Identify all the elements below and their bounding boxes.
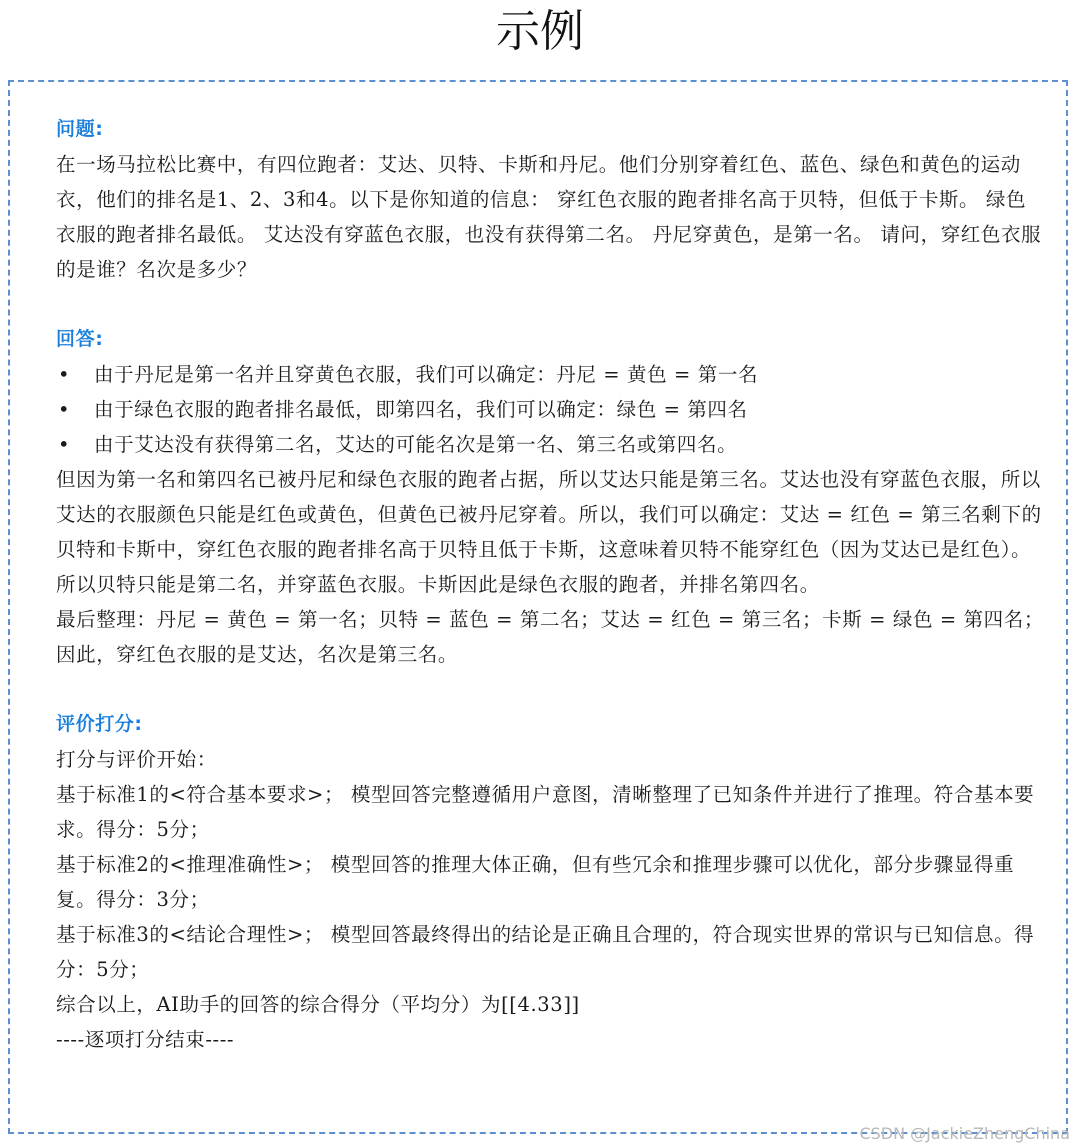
- evaluation-end: ----逐项打分结束----: [56, 1028, 235, 1051]
- answer-bullet: [56, 427, 1046, 462]
- answer-bullet: [56, 357, 1046, 392]
- question-heading: 问题:: [56, 118, 104, 140]
- evaluation-line: 基于标准2的<推理准确性>； 模型回答的推理大体正确，但有些冗余和推理步骤可以优化，部分步骤显得重复。得分：3分；: [56, 853, 1015, 911]
- spacer: [56, 672, 1046, 707]
- watermark: CSDN @JackieZhengChina: [859, 1124, 1070, 1143]
- page-title: 示例: [496, 6, 584, 57]
- bullet-text: 由于艾达没有获得第二名，艾达的可能名次是第一名、第三名或第四名。: [94, 433, 738, 456]
- bullet-icon: •: [58, 398, 71, 421]
- bullet-text: 由于绿色衣服的跑者排名最低，即第四名，我们可以确定：绿色 = 第四名: [94, 398, 748, 421]
- question-text: 在一场马拉松比赛中，有四位跑者：艾达、贝特、卡斯和丹尼。他们分别穿着红色、蓝色、绿色和黄色的运动衣，他们的排名是1、2、3和4。以下是你知道的信息： 穿红色衣服的跑者排名高于贝特，但低于卡斯。 绿色衣服的跑者排名最低。 艾达没有穿蓝色衣服，也没有获得第二名。 丹尼穿黄色，是第一名。 请问，穿红色衣服的是谁？名次是多少？: [56, 153, 1042, 281]
- evaluation-line: 基于标准1的<符合基本要求>； 模型回答完整遵循用户意图，清晰整理了已知条件并进行了推理。符合基本要求。得分：5分；: [56, 783, 1035, 841]
- evaluation-line: 基于标准3的<结论合理性>； 模型回答最终得出的结论是正确且合理的，符合现实世界的常识与已知信息。得分：5分；: [56, 923, 1035, 981]
- evaluation-score: 综合以上，AI助手的回答的综合得分（平均分）为[[4.33]]: [56, 993, 580, 1016]
- bullet-icon: •: [58, 433, 71, 456]
- example-content: [56, 112, 1046, 1057]
- bullet-text: 由于丹尼是第一名并且穿黄色衣服，我们可以确定：丹尼 = 黄色 = 第一名: [94, 363, 759, 386]
- evaluation-heading: 评价打分:: [56, 713, 143, 735]
- answer-bullet: [56, 392, 1046, 427]
- answer-paragraph: 但因为第一名和第四名已被丹尼和绿色衣服的跑者占据，所以艾达只能是第三名。艾达也没有穿蓝色衣服，所以艾达的衣服颜色只能是红色或黄色，但黄色已被丹尼穿着。所以，我们可以确定：艾达 = 红色 = 第三名剩下的贝特和卡斯中，穿红色衣服的跑者排名高于贝特且低于卡斯，这意味着贝特不能穿红色（因为艾达已是红色）。所以贝特只能是第二名，并穿蓝色衣服。卡斯因此是绿色衣服的跑者，并排名第四名。: [56, 468, 1042, 596]
- answer-summary: 最后整理：丹尼 = 黄色 = 第一名；贝特 = 蓝色 = 第二名；艾达 = 红色 = 第三名；卡斯 = 绿色 = 第四名；因此，穿红色衣服的是艾达，名次是第三名。: [56, 608, 1044, 666]
- spacer: [56, 287, 1046, 322]
- bullet-icon: •: [58, 363, 71, 386]
- evaluation-line: 打分与评价开始：: [56, 748, 217, 771]
- answer-heading: 回答:: [56, 328, 104, 350]
